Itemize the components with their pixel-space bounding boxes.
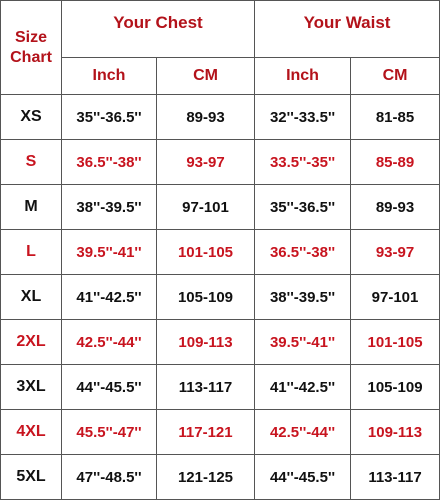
waist-cm-header: CM (351, 58, 440, 95)
size-cell: 4XL (1, 410, 62, 455)
waist-inch-cell: 39.5''-41'' (255, 320, 351, 365)
size-row (1, 230, 440, 275)
waist-cm-cell: 97-101 (351, 275, 440, 320)
waist-cm-cell: 93-97 (351, 230, 440, 275)
chest-inch-cell: 41''-42.5'' (62, 275, 157, 320)
chest-cm-cell: 89-93 (157, 95, 255, 140)
size-row (1, 455, 440, 500)
corner-label-line1: Size (14, 28, 47, 46)
chest-cm-cell: 121-125 (157, 455, 255, 500)
size-cell: L (1, 230, 62, 275)
waist-cm-cell: 113-117 (351, 455, 440, 500)
chest-cm-header: CM (157, 58, 255, 95)
header-row-groups (1, 1, 440, 58)
waist-inch-cell: 33.5''-35'' (255, 140, 351, 185)
size-cell: M (1, 185, 62, 230)
chest-cm-cell: 117-121 (157, 410, 255, 455)
waist-cm-cell: 81-85 (351, 95, 440, 140)
waist-cm-cell: 85-89 (351, 140, 440, 185)
waist-inch-cell: 36.5''-38'' (255, 230, 351, 275)
size-row (1, 320, 440, 365)
chest-inch-cell: 39.5''-41'' (62, 230, 157, 275)
waist-inch-cell: 32''-33.5'' (255, 95, 351, 140)
waist-inch-cell: 41''-42.5'' (255, 365, 351, 410)
size-cell: S (1, 140, 62, 185)
chest-group-header: Your Chest (62, 1, 255, 58)
chest-inch-cell: 35''-36.5'' (62, 95, 157, 140)
corner-label-line2: Chart (10, 48, 52, 66)
size-row (1, 185, 440, 230)
waist-inch-cell: 42.5''-44'' (255, 410, 351, 455)
chest-cm-cell: 101-105 (157, 230, 255, 275)
waist-cm-cell: 101-105 (351, 320, 440, 365)
waist-inch-header: Inch (255, 58, 351, 95)
chest-inch-cell: 36.5''-38'' (62, 140, 157, 185)
chest-cm-cell: 105-109 (157, 275, 255, 320)
waist-inch-cell: 35''-36.5'' (255, 185, 351, 230)
size-chart-corner-label (1, 1, 62, 95)
chest-cm-cell: 109-113 (157, 320, 255, 365)
chest-inch-cell: 42.5''-44'' (62, 320, 157, 365)
chest-inch-cell: 45.5''-47'' (62, 410, 157, 455)
chest-cm-cell: 97-101 (157, 185, 255, 230)
size-row (1, 365, 440, 410)
size-chart-body (1, 1, 440, 500)
waist-cm-cell: 109-113 (351, 410, 440, 455)
waist-inch-cell: 44''-45.5'' (255, 455, 351, 500)
waist-group-header: Your Waist (255, 1, 440, 58)
chest-inch-cell: 47''-48.5'' (62, 455, 157, 500)
size-cell: XS (1, 95, 62, 140)
size-cell: 2XL (1, 320, 62, 365)
size-cell: 5XL (1, 455, 62, 500)
size-cell: 3XL (1, 365, 62, 410)
chest-inch-header: Inch (62, 58, 157, 95)
chest-cm-cell: 93-97 (157, 140, 255, 185)
chest-inch-cell: 44''-45.5'' (62, 365, 157, 410)
waist-cm-cell: 105-109 (351, 365, 440, 410)
size-row (1, 410, 440, 455)
chest-cm-cell: 113-117 (157, 365, 255, 410)
size-row (1, 95, 440, 140)
size-row (1, 140, 440, 185)
chest-inch-cell: 38''-39.5'' (62, 185, 157, 230)
header-row-units (1, 58, 440, 95)
waist-cm-cell: 89-93 (351, 185, 440, 230)
size-cell: XL (1, 275, 62, 320)
waist-inch-cell: 38''-39.5'' (255, 275, 351, 320)
size-row (1, 275, 440, 320)
